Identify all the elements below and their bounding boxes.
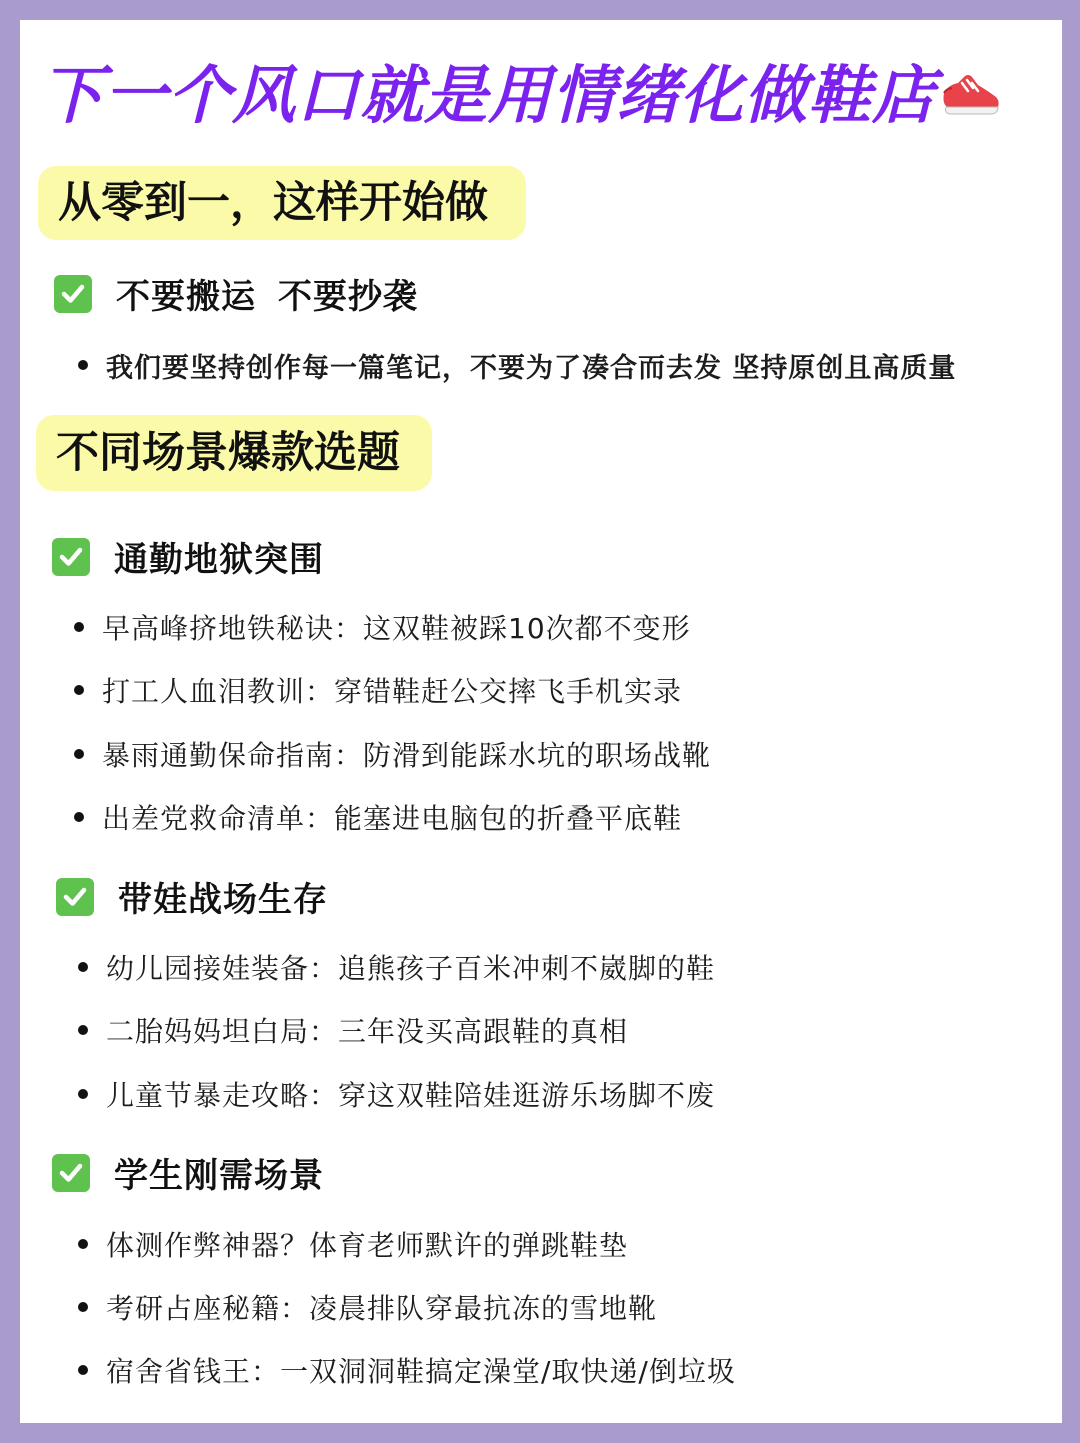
- list-item-text: 考研占座秘籍：凌晨排队穿最抗冻的雪地靴: [106, 1292, 658, 1325]
- list-item-text: 宿舍省钱王：一双洞洞鞋搞定澡堂/取快递/倒垃圾: [106, 1355, 736, 1388]
- bullet-dot: [74, 812, 84, 822]
- checkmark-icon: [54, 275, 92, 313]
- section-heading-topics-text: 不同场景爆款选题: [56, 427, 400, 478]
- list-item-text: 我们要坚持创作每一篇笔记，不要为了凑合而去发 坚持原创且高质量: [106, 352, 957, 384]
- bullet-dot: [74, 622, 84, 632]
- list-item: [74, 607, 691, 647]
- section-heading-topics: [36, 415, 432, 491]
- list-item: [74, 734, 711, 774]
- list-item-text: 暴雨通勤保命指南：防滑到能踩水坑的职场战靴: [102, 739, 712, 772]
- list-item-text: 幼儿园接娃装备：追熊孩子百米冲刺不崴脚的鞋: [106, 952, 716, 985]
- bullet-dot: [78, 360, 88, 370]
- list-item: [78, 1074, 715, 1114]
- bullet-dot: [78, 1239, 88, 1249]
- list-item: [78, 1224, 628, 1264]
- checkmark-icon: [56, 878, 94, 916]
- list-item: [74, 797, 682, 837]
- list-item-text: 二胎妈妈坦白局：三年没买高跟鞋的真相: [106, 1015, 629, 1048]
- no-repost-text: 不要搬运: [116, 277, 256, 317]
- sneaker-icon: [938, 63, 1002, 123]
- list-item: [74, 670, 682, 710]
- check-item-commute: [52, 532, 324, 581]
- check-item-parenting: [56, 872, 328, 921]
- check-item-label: 通勤地狱突围: [114, 540, 324, 580]
- no-plagiarize-text: 不要抄袭: [278, 277, 418, 317]
- bullet-dot: [74, 685, 84, 695]
- bullet-dot: [78, 1025, 88, 1035]
- section-heading-start: [38, 166, 526, 240]
- list-item-text: 早高峰挤地铁秘诀：这双鞋被踩10次都不变形: [102, 612, 691, 645]
- list-item: [78, 345, 956, 385]
- check-item-students: [52, 1148, 324, 1197]
- check-item-label: 带娃战场生存: [118, 880, 328, 920]
- list-item: [78, 1010, 628, 1050]
- list-item: [78, 1350, 736, 1390]
- list-item: [78, 947, 715, 987]
- bullet-dot: [78, 1089, 88, 1099]
- check-item-no-copy: [54, 269, 418, 318]
- bullet-dot: [78, 1302, 88, 1312]
- check-item-label: 学生刚需场景: [114, 1156, 324, 1196]
- check-item-label: [116, 269, 418, 318]
- page-title-text: 下一个风口就是用情绪化做鞋店: [40, 59, 936, 132]
- bullet-dot: [78, 1365, 88, 1375]
- list-item-text: 打工人血泪教训：穿错鞋赶公交摔飞手机实录: [102, 675, 683, 708]
- list-item: [78, 1287, 657, 1327]
- list-item-text: 出差党救命清单：能塞进电脑包的折叠平底鞋: [102, 802, 683, 835]
- list-item-text: 体测作弊神器？体育老师默许的弹跳鞋垫: [106, 1229, 629, 1262]
- section-heading-start-text: 从零到一，这样开始做: [58, 177, 488, 228]
- bullet-dot: [74, 749, 84, 759]
- checkmark-icon: [52, 1154, 90, 1192]
- checkmark-icon: [52, 538, 90, 576]
- bullet-dot: [78, 962, 88, 972]
- list-item-text: 儿童节暴走攻略：穿这双鞋陪娃逛游乐场脚不废: [106, 1079, 716, 1112]
- page-title: [40, 58, 1040, 134]
